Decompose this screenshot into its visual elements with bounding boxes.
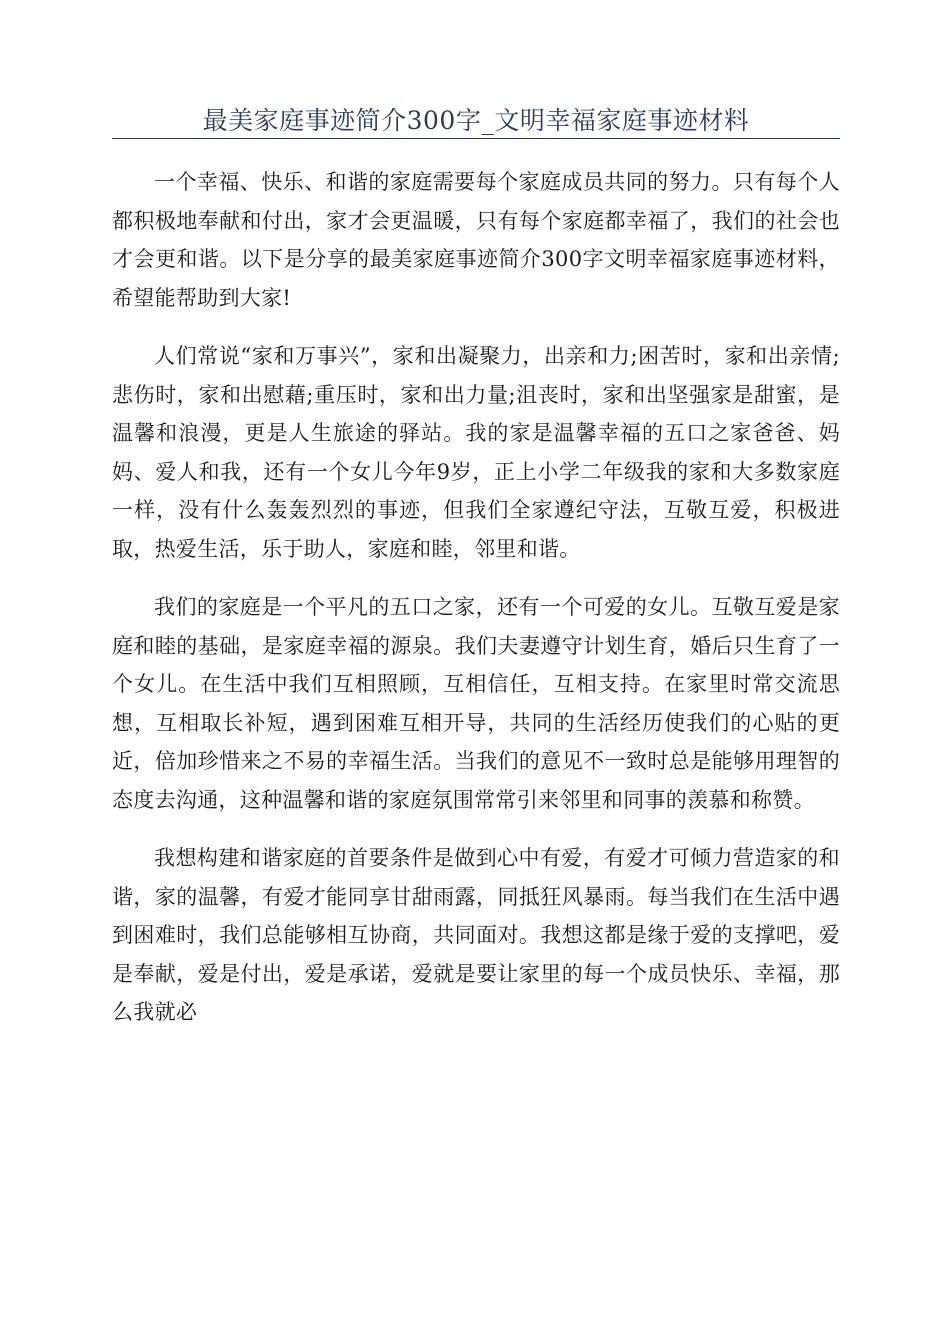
document-title: 最美家庭事迹简介300字_文明幸福家庭事迹材料 (202, 106, 750, 135)
paragraph-family-harmony: 人们常说“家和万事兴”，家和出凝聚力，出亲和力;困苦时，家和出亲情;悲伤时，家和出慰藉;重压时，家和出力量;沮丧时，家和出坚强家是甜蜜，是温馨和浪漫，更是人生旅途的驿站。我的家是温馨幸福的五口之家爸爸、妈妈、爱人和我，还有一个女儿今年9岁，正上小学二年级我的家和大多数家庭一样，没有什么轰轰烈烈的事迹，但我们全家遵纪守法，互敬互爱，积极进取，热爱生活，乐于助人，家庭和睦，邻里和谐。 (112, 344, 840, 561)
paragraph-ordinary-family: 我们的家庭是一个平凡的五口之家，还有一个可爱的女儿。互敬互爱是家庭和睦的基础，是家庭幸福的源泉。我们夫妻遵守计划生育，婚后只生育了一个女儿。在生活中我们互相照顾，互相信任，互相支持。在家里时常交流思想，互相取长补短，遇到困难互相开导，共同的生活经历使我们的心贴的更近，倍加珍惜来之不易的幸福生活。当我们的意见不一致时总是能够用理智的态度去沟通，这种温馨和谐的家庭氛围常常引来邻里和同事的羡慕和称赞。 (112, 595, 840, 812)
paragraph-intro: 一个幸福、快乐、和谐的家庭需要每个家庭成员共同的努力。只有每个人都积极地奉献和付出，家才会更温暖，只有每个家庭都幸福了，我们的社会也才会更和谐。以下是分享的最美家庭事迹简介300字文明幸福家庭事迹材料，希望能帮助到大家! (112, 170, 840, 310)
title-block (112, 104, 840, 139)
document-body (112, 163, 840, 1052)
paragraph-love-core: 我想构建和谐家庭的首要条件是做到心中有爱，有爱才可倾力营造家的和谐，家的温馨，有爱才能同享甘甜雨露，同抵狂风暴雨。每当我们在生活中遇到困难时，我们总能够相互协商，共同面对。我想这都是缘于爱的支撑吧，爱是奉献，爱是付出，爱是承诺，爱就是要让家里的每一个成员快乐、幸福，那么我就必 (112, 846, 840, 1024)
